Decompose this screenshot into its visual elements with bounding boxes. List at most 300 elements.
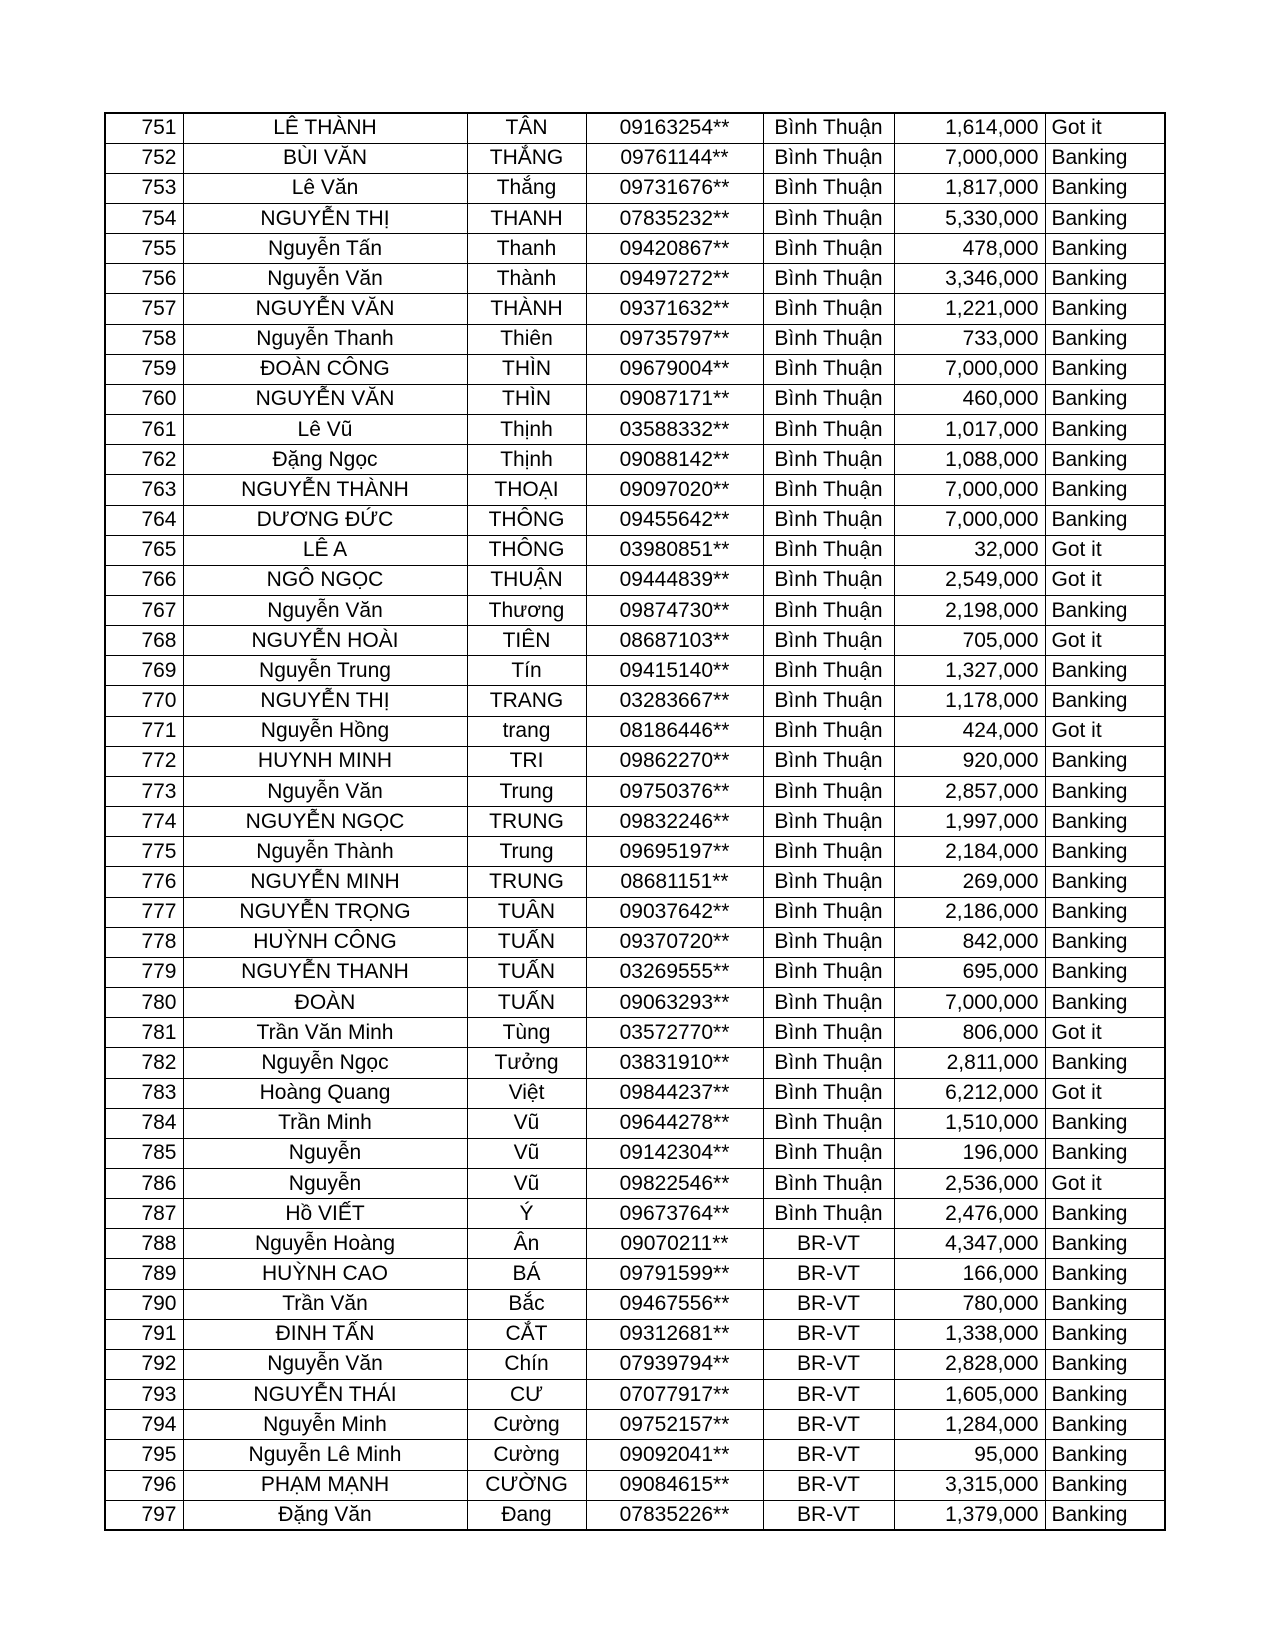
row-number-cell: 770 bbox=[105, 686, 183, 716]
phone-cell: 09761144** bbox=[586, 143, 763, 173]
phone-cell: 09097020** bbox=[586, 475, 763, 505]
amount-cell: 32,000 bbox=[894, 535, 1045, 565]
last-middle-name-cell: BÙI VĂN bbox=[183, 143, 467, 173]
method-cell: Banking bbox=[1045, 234, 1165, 264]
table-row bbox=[105, 143, 1165, 173]
phone-cell: 09444839** bbox=[586, 565, 763, 595]
amount-cell: 1,614,000 bbox=[894, 113, 1045, 143]
first-name-cell: Bắc bbox=[467, 1289, 586, 1319]
row-number-cell: 794 bbox=[105, 1410, 183, 1440]
phone-cell: 08186446** bbox=[586, 716, 763, 746]
province-cell: Bình Thuận bbox=[763, 264, 894, 294]
phone-cell: 09735797** bbox=[586, 324, 763, 354]
method-cell: Got it bbox=[1045, 113, 1165, 143]
first-name-cell: Vũ bbox=[467, 1168, 586, 1198]
method-cell: Got it bbox=[1045, 535, 1165, 565]
first-name-cell: THANH bbox=[467, 203, 586, 233]
last-middle-name-cell: NGUYỄN THANH bbox=[183, 957, 467, 987]
amount-cell: 1,605,000 bbox=[894, 1380, 1045, 1410]
table-row bbox=[105, 505, 1165, 535]
first-name-cell: TÂN bbox=[467, 113, 586, 143]
province-cell: Bình Thuận bbox=[763, 807, 894, 837]
first-name-cell: Ý bbox=[467, 1199, 586, 1229]
first-name-cell: Tín bbox=[467, 656, 586, 686]
phone-cell: 09455642** bbox=[586, 505, 763, 535]
last-middle-name-cell: NGUYỄN THÀNH bbox=[183, 475, 467, 505]
province-cell: Bình Thuận bbox=[763, 1018, 894, 1048]
amount-cell: 7,000,000 bbox=[894, 505, 1045, 535]
province-cell: Bình Thuận bbox=[763, 1048, 894, 1078]
method-cell: Banking bbox=[1045, 505, 1165, 535]
phone-cell: 09679004** bbox=[586, 354, 763, 384]
first-name-cell: TUÂN bbox=[467, 897, 586, 927]
table-row bbox=[105, 1289, 1165, 1319]
first-name-cell: Tưởng bbox=[467, 1048, 586, 1078]
method-cell: Banking bbox=[1045, 1289, 1165, 1319]
table-row bbox=[105, 1108, 1165, 1138]
row-number-cell: 782 bbox=[105, 1048, 183, 1078]
amount-cell: 424,000 bbox=[894, 716, 1045, 746]
amount-cell: 1,088,000 bbox=[894, 445, 1045, 475]
province-cell: Bình Thuận bbox=[763, 143, 894, 173]
row-number-cell: 761 bbox=[105, 415, 183, 445]
method-cell: Banking bbox=[1045, 1199, 1165, 1229]
first-name-cell: Việt bbox=[467, 1078, 586, 1108]
province-cell: BR-VT bbox=[763, 1229, 894, 1259]
last-middle-name-cell: Nguyễn Văn bbox=[183, 596, 467, 626]
table-row bbox=[105, 626, 1165, 656]
table-row bbox=[105, 1319, 1165, 1349]
table-row bbox=[105, 445, 1165, 475]
last-middle-name-cell: HUỲNH CAO bbox=[183, 1259, 467, 1289]
table-row bbox=[105, 1440, 1165, 1470]
table-row bbox=[105, 234, 1165, 264]
amount-cell: 2,198,000 bbox=[894, 596, 1045, 626]
last-middle-name-cell: NGÔ NGỌC bbox=[183, 565, 467, 595]
method-cell: Banking bbox=[1045, 354, 1165, 384]
first-name-cell: Thanh bbox=[467, 234, 586, 264]
amount-cell: 7,000,000 bbox=[894, 143, 1045, 173]
table-row bbox=[105, 1199, 1165, 1229]
first-name-cell: THÔNG bbox=[467, 505, 586, 535]
amount-cell: 780,000 bbox=[894, 1289, 1045, 1319]
row-number-cell: 765 bbox=[105, 535, 183, 565]
table-row bbox=[105, 1078, 1165, 1108]
method-cell: Banking bbox=[1045, 686, 1165, 716]
province-cell: Bình Thuận bbox=[763, 113, 894, 143]
row-number-cell: 786 bbox=[105, 1168, 183, 1198]
phone-cell: 09163254** bbox=[586, 113, 763, 143]
first-name-cell: Thắng bbox=[467, 173, 586, 203]
amount-cell: 3,315,000 bbox=[894, 1470, 1045, 1500]
first-name-cell: TUẤN bbox=[467, 988, 586, 1018]
province-cell: BR-VT bbox=[763, 1500, 894, 1530]
first-name-cell: THÔNG bbox=[467, 535, 586, 565]
row-number-cell: 795 bbox=[105, 1440, 183, 1470]
last-middle-name-cell: Nguyễn Lê Minh bbox=[183, 1440, 467, 1470]
table-row bbox=[105, 535, 1165, 565]
last-middle-name-cell: Nguyễn Minh bbox=[183, 1410, 467, 1440]
table-row bbox=[105, 716, 1165, 746]
province-cell: BR-VT bbox=[763, 1289, 894, 1319]
first-name-cell: Tùng bbox=[467, 1018, 586, 1048]
row-number-cell: 771 bbox=[105, 716, 183, 746]
method-cell: Got it bbox=[1045, 1018, 1165, 1048]
last-middle-name-cell: Hoàng Quang bbox=[183, 1078, 467, 1108]
row-number-cell: 768 bbox=[105, 626, 183, 656]
amount-cell: 1,221,000 bbox=[894, 294, 1045, 324]
table-row bbox=[105, 957, 1165, 987]
row-number-cell: 755 bbox=[105, 234, 183, 264]
amount-cell: 1,327,000 bbox=[894, 656, 1045, 686]
table-row bbox=[105, 1018, 1165, 1048]
phone-cell: 09070211** bbox=[586, 1229, 763, 1259]
first-name-cell: THUẬN bbox=[467, 565, 586, 595]
table-row bbox=[105, 837, 1165, 867]
table-row bbox=[105, 897, 1165, 927]
phone-cell: 07835232** bbox=[586, 203, 763, 233]
last-middle-name-cell: NGUYỄN VĂN bbox=[183, 384, 467, 414]
table-row bbox=[105, 776, 1165, 806]
phone-cell: 03572770** bbox=[586, 1018, 763, 1048]
province-cell: Bình Thuận bbox=[763, 445, 894, 475]
row-number-cell: 796 bbox=[105, 1470, 183, 1500]
row-number-cell: 790 bbox=[105, 1289, 183, 1319]
province-cell: Bình Thuận bbox=[763, 294, 894, 324]
phone-cell: 09371632** bbox=[586, 294, 763, 324]
first-name-cell: CƯỜNG bbox=[467, 1470, 586, 1500]
table-row bbox=[105, 203, 1165, 233]
method-cell: Banking bbox=[1045, 656, 1165, 686]
province-cell: Bình Thuận bbox=[763, 686, 894, 716]
first-name-cell: THÌN bbox=[467, 354, 586, 384]
first-name-cell: TUẤN bbox=[467, 957, 586, 987]
method-cell: Banking bbox=[1045, 445, 1165, 475]
row-number-cell: 784 bbox=[105, 1108, 183, 1138]
method-cell: Banking bbox=[1045, 1319, 1165, 1349]
table-row bbox=[105, 354, 1165, 384]
last-middle-name-cell: Đặng Văn bbox=[183, 1500, 467, 1530]
amount-cell: 196,000 bbox=[894, 1138, 1045, 1168]
phone-cell: 03588332** bbox=[586, 415, 763, 445]
table-row bbox=[105, 324, 1165, 354]
table-row bbox=[105, 415, 1165, 445]
row-number-cell: 751 bbox=[105, 113, 183, 143]
row-number-cell: 774 bbox=[105, 807, 183, 837]
first-name-cell: BÁ bbox=[467, 1259, 586, 1289]
method-cell: Got it bbox=[1045, 1078, 1165, 1108]
row-number-cell: 781 bbox=[105, 1018, 183, 1048]
province-cell: Bình Thuận bbox=[763, 354, 894, 384]
method-cell: Banking bbox=[1045, 1500, 1165, 1530]
table-row bbox=[105, 264, 1165, 294]
method-cell: Banking bbox=[1045, 294, 1165, 324]
first-name-cell: THẮNG bbox=[467, 143, 586, 173]
table-row bbox=[105, 1048, 1165, 1078]
amount-cell: 2,536,000 bbox=[894, 1168, 1045, 1198]
amount-cell: 478,000 bbox=[894, 234, 1045, 264]
phone-cell: 09084615** bbox=[586, 1470, 763, 1500]
province-cell: BR-VT bbox=[763, 1440, 894, 1470]
last-middle-name-cell: Nguyễn Văn bbox=[183, 1349, 467, 1379]
row-number-cell: 780 bbox=[105, 988, 183, 1018]
table-row bbox=[105, 565, 1165, 595]
table-row bbox=[105, 173, 1165, 203]
phone-cell: 09731676** bbox=[586, 173, 763, 203]
table-row bbox=[105, 113, 1165, 143]
table-row bbox=[105, 475, 1165, 505]
row-number-cell: 787 bbox=[105, 1199, 183, 1229]
amount-cell: 4,347,000 bbox=[894, 1229, 1045, 1259]
method-cell: Banking bbox=[1045, 837, 1165, 867]
method-cell: Banking bbox=[1045, 1440, 1165, 1470]
phone-cell: 09750376** bbox=[586, 776, 763, 806]
row-number-cell: 772 bbox=[105, 746, 183, 776]
row-number-cell: 789 bbox=[105, 1259, 183, 1289]
method-cell: Banking bbox=[1045, 897, 1165, 927]
table-row bbox=[105, 686, 1165, 716]
table-row bbox=[105, 1349, 1165, 1379]
table-row bbox=[105, 867, 1165, 897]
phone-cell: 09844237** bbox=[586, 1078, 763, 1108]
phone-cell: 09673764** bbox=[586, 1199, 763, 1229]
amount-cell: 1,338,000 bbox=[894, 1319, 1045, 1349]
last-middle-name-cell: Nguyễn Hồng bbox=[183, 716, 467, 746]
phone-cell: 03269555** bbox=[586, 957, 763, 987]
method-cell: Banking bbox=[1045, 143, 1165, 173]
last-middle-name-cell: NGUYỄN TRỌNG bbox=[183, 897, 467, 927]
table-row bbox=[105, 807, 1165, 837]
first-name-cell: Ân bbox=[467, 1229, 586, 1259]
last-middle-name-cell: NGUYỄN VĂN bbox=[183, 294, 467, 324]
first-name-cell: TIÊN bbox=[467, 626, 586, 656]
method-cell: Banking bbox=[1045, 1138, 1165, 1168]
amount-cell: 2,811,000 bbox=[894, 1048, 1045, 1078]
method-cell: Banking bbox=[1045, 957, 1165, 987]
method-cell: Banking bbox=[1045, 1349, 1165, 1379]
amount-cell: 1,017,000 bbox=[894, 415, 1045, 445]
last-middle-name-cell: Hồ VIẾT bbox=[183, 1199, 467, 1229]
row-number-cell: 775 bbox=[105, 837, 183, 867]
table-row bbox=[105, 988, 1165, 1018]
amount-cell: 806,000 bbox=[894, 1018, 1045, 1048]
last-middle-name-cell: Nguyễn Văn bbox=[183, 776, 467, 806]
amount-cell: 1,997,000 bbox=[894, 807, 1045, 837]
last-middle-name-cell: LÊ THÀNH bbox=[183, 113, 467, 143]
first-name-cell: trang bbox=[467, 716, 586, 746]
province-cell: Bình Thuận bbox=[763, 475, 894, 505]
first-name-cell: TRUNG bbox=[467, 807, 586, 837]
last-middle-name-cell: NGUYỄN NGỌC bbox=[183, 807, 467, 837]
method-cell: Banking bbox=[1045, 384, 1165, 414]
last-middle-name-cell: ĐOÀN bbox=[183, 988, 467, 1018]
province-cell: Bình Thuận bbox=[763, 776, 894, 806]
amount-cell: 2,184,000 bbox=[894, 837, 1045, 867]
method-cell: Banking bbox=[1045, 1380, 1165, 1410]
method-cell: Banking bbox=[1045, 867, 1165, 897]
amount-cell: 2,857,000 bbox=[894, 776, 1045, 806]
row-number-cell: 752 bbox=[105, 143, 183, 173]
row-number-cell: 754 bbox=[105, 203, 183, 233]
table-row bbox=[105, 1470, 1165, 1500]
last-middle-name-cell: NGUYỄN THỊ bbox=[183, 686, 467, 716]
method-cell: Banking bbox=[1045, 173, 1165, 203]
last-middle-name-cell: Đặng Ngọc bbox=[183, 445, 467, 475]
province-cell: BR-VT bbox=[763, 1319, 894, 1349]
last-middle-name-cell: LÊ A bbox=[183, 535, 467, 565]
last-middle-name-cell: Nguyễn bbox=[183, 1168, 467, 1198]
amount-cell: 6,212,000 bbox=[894, 1078, 1045, 1108]
province-cell: Bình Thuận bbox=[763, 203, 894, 233]
amount-cell: 2,476,000 bbox=[894, 1199, 1045, 1229]
province-cell: Bình Thuận bbox=[763, 505, 894, 535]
method-cell: Banking bbox=[1045, 746, 1165, 776]
row-number-cell: 793 bbox=[105, 1380, 183, 1410]
last-middle-name-cell: Trần Văn Minh bbox=[183, 1018, 467, 1048]
method-cell: Banking bbox=[1045, 988, 1165, 1018]
phone-cell: 09142304** bbox=[586, 1138, 763, 1168]
first-name-cell: Vũ bbox=[467, 1108, 586, 1138]
phone-cell: 09791599** bbox=[586, 1259, 763, 1289]
phone-cell: 09497272** bbox=[586, 264, 763, 294]
first-name-cell: THOẠI bbox=[467, 475, 586, 505]
province-cell: Bình Thuận bbox=[763, 596, 894, 626]
method-cell: Banking bbox=[1045, 1470, 1165, 1500]
row-number-cell: 776 bbox=[105, 867, 183, 897]
table-row bbox=[105, 1410, 1165, 1440]
first-name-cell: CẮT bbox=[467, 1319, 586, 1349]
amount-cell: 2,549,000 bbox=[894, 565, 1045, 595]
first-name-cell: THÌN bbox=[467, 384, 586, 414]
amount-cell: 1,510,000 bbox=[894, 1108, 1045, 1138]
method-cell: Banking bbox=[1045, 415, 1165, 445]
table-row bbox=[105, 384, 1165, 414]
phone-cell: 09087171** bbox=[586, 384, 763, 414]
last-middle-name-cell: HUỲNH CÔNG bbox=[183, 927, 467, 957]
phone-cell: 09370720** bbox=[586, 927, 763, 957]
row-number-cell: 759 bbox=[105, 354, 183, 384]
amount-cell: 2,186,000 bbox=[894, 897, 1045, 927]
amount-cell: 3,346,000 bbox=[894, 264, 1045, 294]
phone-cell: 07939794** bbox=[586, 1349, 763, 1379]
province-cell: Bình Thuận bbox=[763, 746, 894, 776]
province-cell: Bình Thuận bbox=[763, 897, 894, 927]
phone-cell: 08687103** bbox=[586, 626, 763, 656]
province-cell: Bình Thuận bbox=[763, 1199, 894, 1229]
first-name-cell: TUẤN bbox=[467, 927, 586, 957]
last-middle-name-cell: ĐINH TẤN bbox=[183, 1319, 467, 1349]
province-cell: Bình Thuận bbox=[763, 957, 894, 987]
province-cell: Bình Thuận bbox=[763, 1168, 894, 1198]
province-cell: Bình Thuận bbox=[763, 927, 894, 957]
method-cell: Banking bbox=[1045, 475, 1165, 505]
row-number-cell: 753 bbox=[105, 173, 183, 203]
first-name-cell: Cường bbox=[467, 1440, 586, 1470]
phone-cell: 09415140** bbox=[586, 656, 763, 686]
table-row bbox=[105, 1168, 1165, 1198]
row-number-cell: 777 bbox=[105, 897, 183, 927]
amount-cell: 1,178,000 bbox=[894, 686, 1045, 716]
phone-cell: 09088142** bbox=[586, 445, 763, 475]
amount-cell: 2,828,000 bbox=[894, 1349, 1045, 1379]
method-cell: Banking bbox=[1045, 264, 1165, 294]
amount-cell: 5,330,000 bbox=[894, 203, 1045, 233]
amount-cell: 7,000,000 bbox=[894, 475, 1045, 505]
last-middle-name-cell: DƯƠNG ĐỨC bbox=[183, 505, 467, 535]
phone-cell: 09644278** bbox=[586, 1108, 763, 1138]
row-number-cell: 791 bbox=[105, 1319, 183, 1349]
row-number-cell: 756 bbox=[105, 264, 183, 294]
first-name-cell: Cường bbox=[467, 1410, 586, 1440]
method-cell: Banking bbox=[1045, 776, 1165, 806]
row-number-cell: 766 bbox=[105, 565, 183, 595]
row-number-cell: 767 bbox=[105, 596, 183, 626]
first-name-cell: Đang bbox=[467, 1500, 586, 1530]
first-name-cell: Thành bbox=[467, 264, 586, 294]
row-number-cell: 758 bbox=[105, 324, 183, 354]
first-name-cell: TRI bbox=[467, 746, 586, 776]
last-middle-name-cell: Nguyễn Trung bbox=[183, 656, 467, 686]
method-cell: Banking bbox=[1045, 1410, 1165, 1440]
method-cell: Banking bbox=[1045, 1048, 1165, 1078]
method-cell: Got it bbox=[1045, 626, 1165, 656]
province-cell: Bình Thuận bbox=[763, 415, 894, 445]
province-cell: Bình Thuận bbox=[763, 1078, 894, 1108]
table-row bbox=[105, 1138, 1165, 1168]
table-row bbox=[105, 294, 1165, 324]
phone-cell: 09752157** bbox=[586, 1410, 763, 1440]
phone-cell: 03283667** bbox=[586, 686, 763, 716]
first-name-cell: TRANG bbox=[467, 686, 586, 716]
amount-cell: 7,000,000 bbox=[894, 988, 1045, 1018]
amount-cell: 1,817,000 bbox=[894, 173, 1045, 203]
table-row bbox=[105, 1259, 1165, 1289]
phone-cell: 09037642** bbox=[586, 897, 763, 927]
row-number-cell: 764 bbox=[105, 505, 183, 535]
last-middle-name-cell: PHẠM MẠNH bbox=[183, 1470, 467, 1500]
method-cell: Got it bbox=[1045, 565, 1165, 595]
province-cell: BR-VT bbox=[763, 1380, 894, 1410]
table-row bbox=[105, 746, 1165, 776]
first-name-cell: Trung bbox=[467, 837, 586, 867]
row-number-cell: 763 bbox=[105, 475, 183, 505]
province-cell: Bình Thuận bbox=[763, 988, 894, 1018]
row-number-cell: 797 bbox=[105, 1500, 183, 1530]
table-row bbox=[105, 596, 1165, 626]
method-cell: Banking bbox=[1045, 596, 1165, 626]
amount-cell: 695,000 bbox=[894, 957, 1045, 987]
amount-cell: 705,000 bbox=[894, 626, 1045, 656]
amount-cell: 95,000 bbox=[894, 1440, 1045, 1470]
row-number-cell: 757 bbox=[105, 294, 183, 324]
row-number-cell: 792 bbox=[105, 1349, 183, 1379]
province-cell: Bình Thuận bbox=[763, 837, 894, 867]
recipient-table bbox=[104, 112, 1166, 1531]
last-middle-name-cell: NGUYỄN THÁI bbox=[183, 1380, 467, 1410]
phone-cell: 08681151** bbox=[586, 867, 763, 897]
province-cell: Bình Thuận bbox=[763, 535, 894, 565]
last-middle-name-cell: HUYNH MINH bbox=[183, 746, 467, 776]
table-row bbox=[105, 927, 1165, 957]
method-cell: Got it bbox=[1045, 1168, 1165, 1198]
last-middle-name-cell: Lê Vũ bbox=[183, 415, 467, 445]
province-cell: Bình Thuận bbox=[763, 324, 894, 354]
last-middle-name-cell: Nguyễn Thanh bbox=[183, 324, 467, 354]
province-cell: BR-VT bbox=[763, 1259, 894, 1289]
amount-cell: 1,379,000 bbox=[894, 1500, 1045, 1530]
phone-cell: 09312681** bbox=[586, 1319, 763, 1349]
last-middle-name-cell: Lê Văn bbox=[183, 173, 467, 203]
